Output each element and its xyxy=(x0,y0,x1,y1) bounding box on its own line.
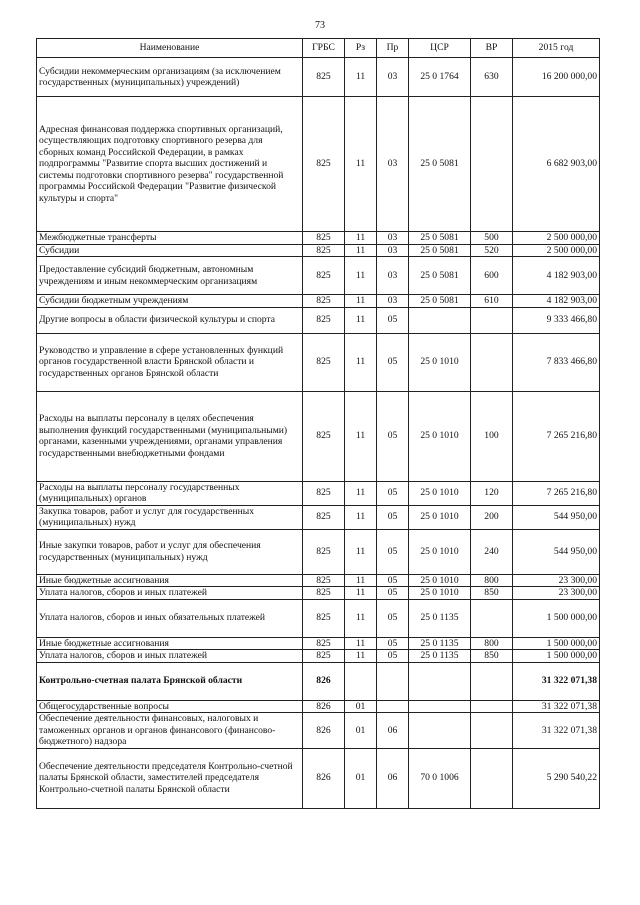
row-pr: 03 xyxy=(377,232,409,245)
row-vr xyxy=(471,713,513,749)
row-grbs: 825 xyxy=(303,481,345,505)
row-vr xyxy=(471,662,513,700)
row-name: Уплата налогов, сборов и иных обязательных платежей xyxy=(37,599,303,637)
row-grbs: 825 xyxy=(303,599,345,637)
row-name: Иные бюджетные ассигнования xyxy=(37,574,303,587)
row-grbs: 826 xyxy=(303,748,345,808)
row-pr: 05 xyxy=(377,637,409,650)
row-grbs: 825 xyxy=(303,391,345,481)
table-row xyxy=(37,599,600,637)
row-csr xyxy=(409,662,471,700)
row-vr xyxy=(471,307,513,333)
row-pr: 05 xyxy=(377,574,409,587)
row-vr: 200 xyxy=(471,505,513,529)
row-pr xyxy=(377,700,409,713)
row-pr: 05 xyxy=(377,505,409,529)
row-name: Субсидии xyxy=(37,244,303,257)
header-pr: Пр xyxy=(377,39,409,58)
row-grbs: 825 xyxy=(303,587,345,600)
table-row xyxy=(37,713,600,749)
row-csr: 25 0 1010 xyxy=(409,333,471,391)
row-csr: 25 0 5081 xyxy=(409,232,471,245)
row-csr: 25 0 1135 xyxy=(409,599,471,637)
row-amount: 9 333 466,80 xyxy=(513,307,600,333)
table-row xyxy=(37,748,600,808)
row-vr: 850 xyxy=(471,650,513,663)
row-rz: 11 xyxy=(345,58,377,97)
row-amount: 4 182 903,00 xyxy=(513,295,600,308)
row-pr: 03 xyxy=(377,58,409,97)
row-pr: 03 xyxy=(377,257,409,295)
row-amount: 2 500 000,00 xyxy=(513,244,600,257)
row-pr: 05 xyxy=(377,391,409,481)
row-csr: 25 0 5081 xyxy=(409,257,471,295)
row-amount: 31 322 071,38 xyxy=(513,713,600,749)
row-pr: 06 xyxy=(377,713,409,749)
row-vr: 240 xyxy=(471,529,513,574)
row-rz: 01 xyxy=(345,713,377,749)
row-amount: 5 290 540,22 xyxy=(513,748,600,808)
table-header-row xyxy=(37,39,600,58)
row-grbs: 826 xyxy=(303,662,345,700)
row-csr: 25 0 1135 xyxy=(409,637,471,650)
row-vr: 800 xyxy=(471,637,513,650)
row-rz: 11 xyxy=(345,599,377,637)
table-row xyxy=(37,244,600,257)
row-grbs: 825 xyxy=(303,333,345,391)
row-name: Субсидии бюджетным учреждениям xyxy=(37,295,303,308)
header-rz: Рз xyxy=(345,39,377,58)
row-csr: 70 0 1006 xyxy=(409,748,471,808)
row-name: Другие вопросы в области физической культуры и спорта xyxy=(37,307,303,333)
row-grbs: 825 xyxy=(303,232,345,245)
row-rz: 11 xyxy=(345,97,377,232)
table-row xyxy=(37,232,600,245)
row-rz: 01 xyxy=(345,748,377,808)
row-name: Предоставление субсидий бюджетным, автономным учреждениям и иным некоммерческим организациям xyxy=(37,257,303,295)
row-grbs: 825 xyxy=(303,307,345,333)
row-rz: 11 xyxy=(345,333,377,391)
row-pr: 05 xyxy=(377,307,409,333)
row-amount: 6 682 903,00 xyxy=(513,97,600,232)
row-vr: 100 xyxy=(471,391,513,481)
row-amount: 4 182 903,00 xyxy=(513,257,600,295)
row-amount: 1 500 000,00 xyxy=(513,599,600,637)
row-pr: 05 xyxy=(377,650,409,663)
table-row xyxy=(37,529,600,574)
row-pr: 06 xyxy=(377,748,409,808)
row-name: Закупка товаров, работ и услуг для государственных (муниципальных) нужд xyxy=(37,505,303,529)
row-rz: 11 xyxy=(345,391,377,481)
table-body xyxy=(37,58,600,809)
row-pr: 05 xyxy=(377,599,409,637)
row-pr: 03 xyxy=(377,244,409,257)
row-name: Межбюджетные трансферты xyxy=(37,232,303,245)
row-grbs: 825 xyxy=(303,637,345,650)
row-rz: 11 xyxy=(345,574,377,587)
row-amount: 544 950,00 xyxy=(513,529,600,574)
table-row xyxy=(37,257,600,295)
row-grbs: 825 xyxy=(303,257,345,295)
row-rz: 11 xyxy=(345,481,377,505)
row-rz: 11 xyxy=(345,307,377,333)
row-grbs: 825 xyxy=(303,58,345,97)
row-name: Контрольно-счетная палата Брянской области xyxy=(37,662,303,700)
table-row xyxy=(37,58,600,97)
row-vr: 610 xyxy=(471,295,513,308)
row-name: Общегосударственные вопросы xyxy=(37,700,303,713)
row-name: Иные бюджетные ассигнования xyxy=(37,637,303,650)
row-rz: 11 xyxy=(345,587,377,600)
table-row xyxy=(37,307,600,333)
row-rz: 11 xyxy=(345,232,377,245)
row-pr xyxy=(377,662,409,700)
row-vr: 600 xyxy=(471,257,513,295)
table-row xyxy=(37,650,600,663)
row-pr: 05 xyxy=(377,529,409,574)
row-vr: 120 xyxy=(471,481,513,505)
header-vr: ВР xyxy=(471,39,513,58)
row-vr: 500 xyxy=(471,232,513,245)
row-csr xyxy=(409,700,471,713)
row-csr: 25 0 5081 xyxy=(409,244,471,257)
header-year: 2015 год xyxy=(513,39,600,58)
row-rz: 11 xyxy=(345,529,377,574)
table-row xyxy=(37,574,600,587)
row-pr: 05 xyxy=(377,587,409,600)
row-name: Расходы на выплаты персоналу государственных (муниципальных) органов xyxy=(37,481,303,505)
row-grbs: 825 xyxy=(303,97,345,232)
row-vr xyxy=(471,700,513,713)
table-row xyxy=(37,662,600,700)
table-row xyxy=(37,333,600,391)
row-grbs: 825 xyxy=(303,574,345,587)
row-csr: 25 0 1135 xyxy=(409,650,471,663)
row-grbs: 826 xyxy=(303,700,345,713)
row-amount: 1 500 000,00 xyxy=(513,637,600,650)
row-csr: 25 0 1010 xyxy=(409,391,471,481)
row-amount: 23 300,00 xyxy=(513,574,600,587)
table-row xyxy=(37,295,600,308)
row-rz: 11 xyxy=(345,295,377,308)
table-row xyxy=(37,587,600,600)
row-vr: 800 xyxy=(471,574,513,587)
row-csr: 25 0 1010 xyxy=(409,587,471,600)
row-amount: 31 322 071,38 xyxy=(513,662,600,700)
row-grbs: 825 xyxy=(303,529,345,574)
row-csr: 25 0 5081 xyxy=(409,295,471,308)
row-amount: 544 950,00 xyxy=(513,505,600,529)
row-name: Расходы на выплаты персоналу в целях обеспечения выполнения функций государственными (муниципальными) органами, казенными учреждениями, органами управления государственными внебюджетными фондами xyxy=(37,391,303,481)
row-csr: 25 0 1010 xyxy=(409,529,471,574)
row-name: Адресная финансовая поддержка спортивных организаций, осуществляющих подготовку спортивного резерва для сборных команд Российской Федерации, в рамках подпрограммы "Развитие спорта высших достижений и системы подготовки спортивного резерва" государственной программы Российской Федерации "Развитие физической культуры и спорта" xyxy=(37,97,303,232)
row-grbs: 825 xyxy=(303,295,345,308)
row-csr: 25 0 1010 xyxy=(409,481,471,505)
row-vr xyxy=(471,748,513,808)
row-amount: 23 300,00 xyxy=(513,587,600,600)
row-amount: 1 500 000,00 xyxy=(513,650,600,663)
row-name: Уплата налогов, сборов и иных платежей xyxy=(37,650,303,663)
row-name: Иные закупки товаров, работ и услуг для обеспечения государственных (муниципальных) нужд xyxy=(37,529,303,574)
row-csr: 25 0 1010 xyxy=(409,505,471,529)
page-number: 73 xyxy=(315,20,325,31)
row-vr xyxy=(471,599,513,637)
table-row xyxy=(37,637,600,650)
row-amount: 7 833 466,80 xyxy=(513,333,600,391)
table-row xyxy=(37,505,600,529)
row-name: Субсидии некоммерческим организациям (за исключением государственных (муниципальных) учреждений) xyxy=(37,58,303,97)
row-rz: 01 xyxy=(345,700,377,713)
table-row xyxy=(37,481,600,505)
row-vr: 520 xyxy=(471,244,513,257)
row-rz: 11 xyxy=(345,244,377,257)
table-row xyxy=(37,391,600,481)
budget-table xyxy=(36,38,600,809)
row-csr: 25 0 1764 xyxy=(409,58,471,97)
row-name: Обеспечение деятельности председателя Контрольно-счетной палаты Брянской области, заместителей председателя Контрольно-счетной палаты Брянской области xyxy=(37,748,303,808)
row-rz: 11 xyxy=(345,650,377,663)
header-csr: ЦСР xyxy=(409,39,471,58)
row-grbs: 826 xyxy=(303,713,345,749)
row-amount: 16 200 000,00 xyxy=(513,58,600,97)
row-rz xyxy=(345,662,377,700)
row-pr: 05 xyxy=(377,481,409,505)
row-grbs: 825 xyxy=(303,650,345,663)
table-row xyxy=(37,700,600,713)
row-rz: 11 xyxy=(345,637,377,650)
row-grbs: 825 xyxy=(303,505,345,529)
row-grbs: 825 xyxy=(303,244,345,257)
header-name: Наименование xyxy=(37,39,303,58)
row-vr: 850 xyxy=(471,587,513,600)
row-rz: 11 xyxy=(345,257,377,295)
table-row xyxy=(37,97,600,232)
row-pr: 05 xyxy=(377,333,409,391)
row-amount: 2 500 000,00 xyxy=(513,232,600,245)
row-csr xyxy=(409,307,471,333)
row-amount: 7 265 216,80 xyxy=(513,481,600,505)
row-csr xyxy=(409,713,471,749)
row-csr: 25 0 5081 xyxy=(409,97,471,232)
header-grbs: ГРБС xyxy=(303,39,345,58)
row-amount: 7 265 216,80 xyxy=(513,391,600,481)
row-name: Обеспечение деятельности финансовых, налоговых и таможенных органов и органов финансового (финансово-бюджетного) надзора xyxy=(37,713,303,749)
row-vr: 630 xyxy=(471,58,513,97)
row-name: Руководство и управление в сфере установленных функций органов государственной власти Брянской области и государственных органов Брянской области xyxy=(37,333,303,391)
row-pr: 03 xyxy=(377,295,409,308)
row-rz: 11 xyxy=(345,505,377,529)
row-vr xyxy=(471,97,513,232)
row-vr xyxy=(471,333,513,391)
row-csr: 25 0 1010 xyxy=(409,574,471,587)
row-pr: 03 xyxy=(377,97,409,232)
row-amount: 31 322 071,38 xyxy=(513,700,600,713)
row-name: Уплата налогов, сборов и иных платежей xyxy=(37,587,303,600)
